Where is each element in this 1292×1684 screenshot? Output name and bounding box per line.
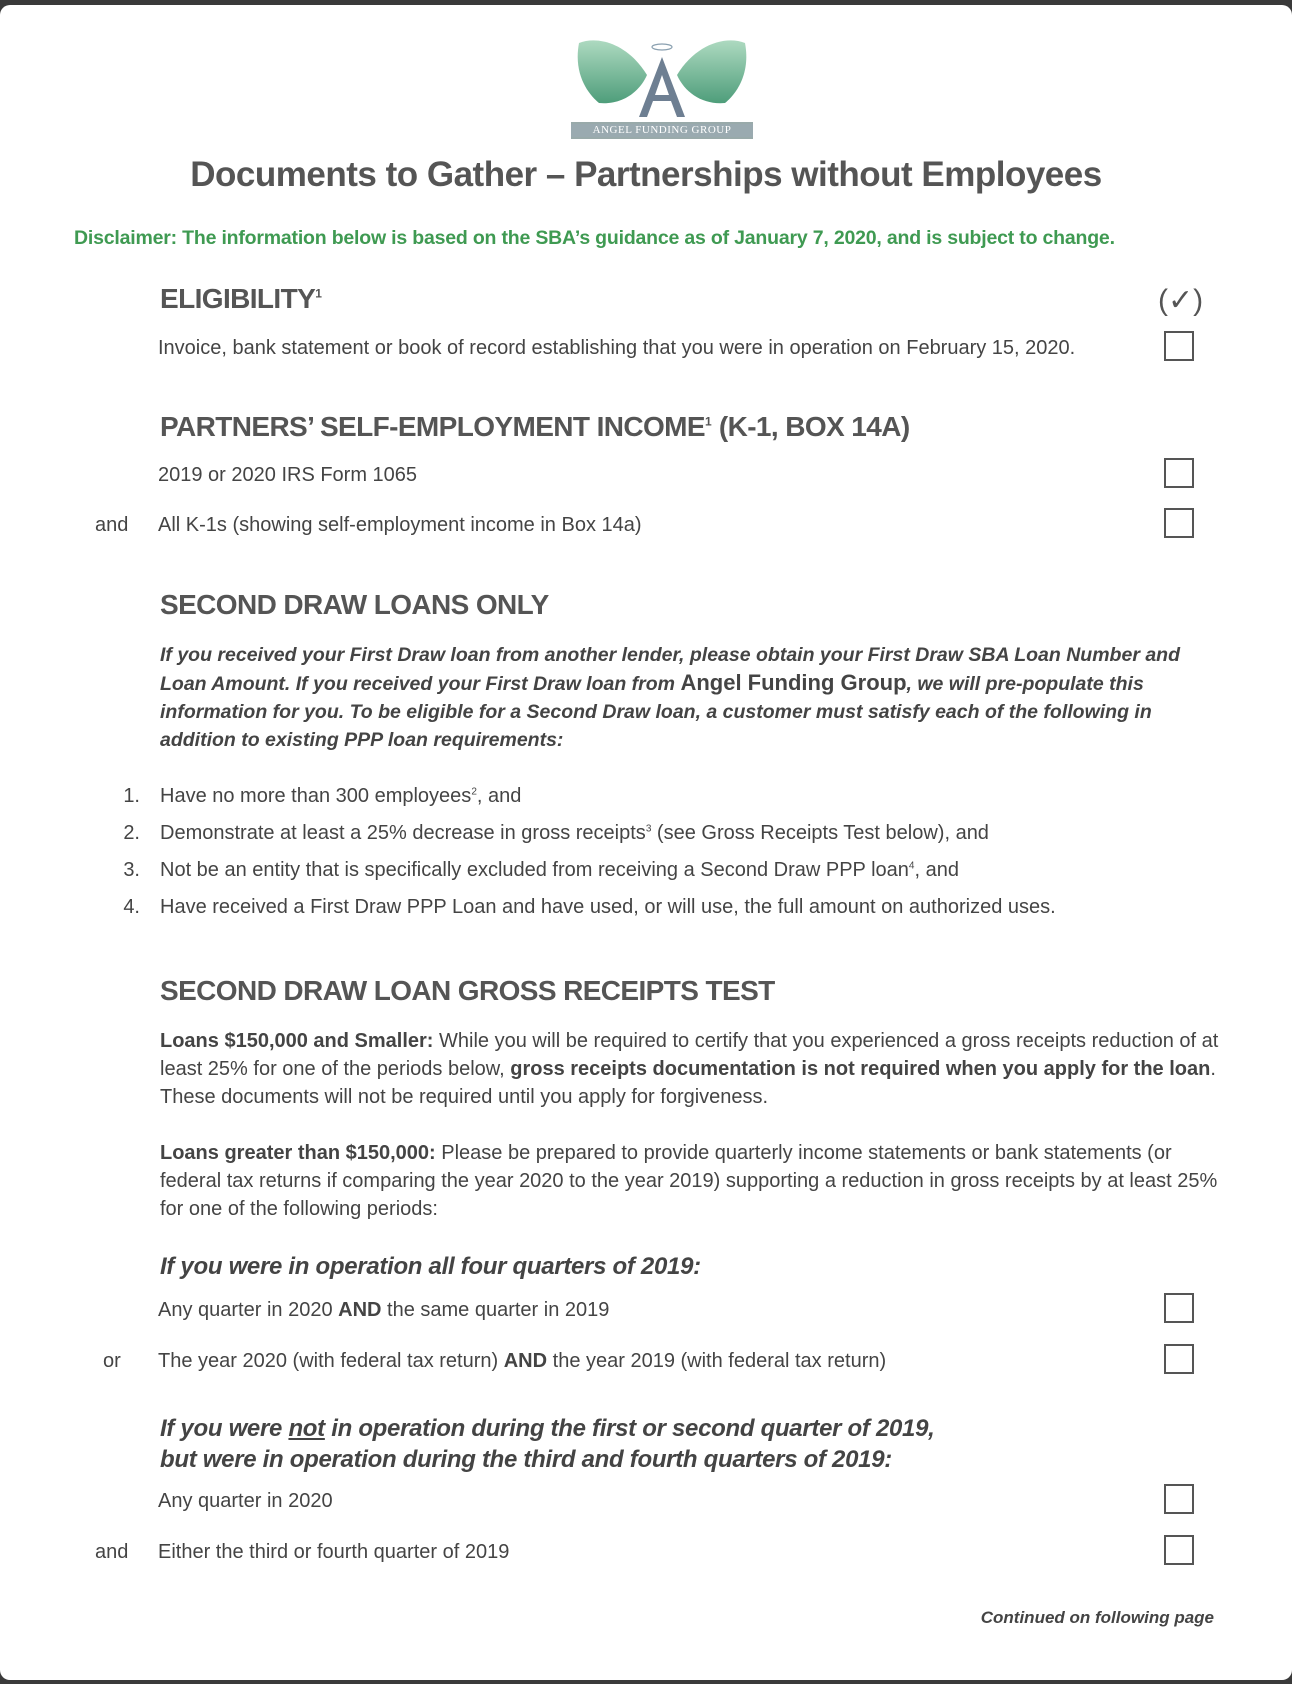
eligibility-checkbox[interactable]: [1164, 331, 1194, 361]
logo-wordmark: ANGEL FUNDING GROUP: [571, 124, 753, 137]
list-number: 2.: [123, 822, 140, 844]
page-title: Documents to Gather – Partnerships without Employees: [190, 155, 1102, 194]
paragraph-text: While you will be required to certify that you experienced a gross receipts reduction of at least 25% for one of the periods below,: [160, 1030, 1219, 1080]
quarter-2020-vs-2019-label: [158, 1299, 609, 1322]
list-number: 3.: [123, 859, 140, 881]
self-employment-heading-suffix: (K-1, BOX 14A): [711, 411, 910, 442]
subheading-text: If you were: [160, 1415, 289, 1442]
form-1065-label: 2019 or 2020 IRS Form 1065: [158, 464, 418, 486]
any-quarter-2020-label: Any quarter in 2020: [158, 1490, 333, 1512]
angel-funding-logo: [569, 35, 755, 141]
list-item-text: , and: [476, 785, 522, 807]
subheading-underlined: not: [288, 1415, 325, 1442]
list-item: [160, 822, 989, 845]
check-column-label: (✓): [1158, 284, 1204, 317]
row-text: the year 2019 (with federal tax return): [547, 1350, 887, 1372]
footnote-marker: 1: [315, 286, 322, 301]
form-1065-checkbox[interactable]: [1164, 458, 1194, 488]
list-item-text: Not be an entity that is specifically excluded from receiving a Second Draw PPP loan: [160, 859, 909, 881]
row-emphasis: AND: [338, 1299, 382, 1321]
paragraph-lead: Loans greater than $150,000:: [160, 1142, 436, 1164]
list-item-text: Demonstrate at least a 25% decrease in gross receipts: [160, 822, 646, 844]
paragraph-text: Please be prepared to provide quarterly income statements or bank statements (or federal tax returns if comparing the year 2020 to the year 2019) supporting a reduction in gross receipts by at least 25% for one of the following periods:: [160, 1142, 1218, 1220]
q3-q4-2019-checkbox[interactable]: [1164, 1535, 1194, 1565]
second-draw-intro: [160, 641, 1190, 754]
disclaimer: Disclaimer: The information below is based on the SBA’s guidance as of January 7, 2020, and is subject to change.: [74, 227, 1115, 249]
footnote-marker: 1: [704, 414, 712, 429]
list-number: 4.: [123, 896, 140, 918]
row-emphasis: AND: [503, 1350, 548, 1372]
intro-text-continued: , we will pre-populate this information for you. To be eligible for a Second Draw loan, a customer must satisfy each of the following in addition to existing PPP loan requirements:: [160, 673, 1152, 751]
eligibility-item-label: Invoice, bank statement or book of record establishing that you were in operation on February 15, 2020.: [158, 337, 1076, 359]
second-draw-heading: SECOND DRAW LOANS ONLY: [160, 589, 549, 620]
list-item-text: Have no more than 300 employees: [160, 785, 472, 807]
conjunction-and: and: [95, 1541, 129, 1563]
footnote-marker: 2: [471, 786, 477, 798]
list-number: 1.: [123, 785, 140, 807]
subheading-text: but were in operation during the third and fourth quarters of 2019:: [160, 1446, 892, 1473]
eligibility-heading: [160, 283, 322, 315]
small-loans-paragraph: [160, 1027, 1220, 1111]
partial-year-subheading: [160, 1413, 935, 1475]
k1-checkbox[interactable]: [1164, 508, 1194, 538]
footnote-marker: 3: [645, 823, 652, 835]
row-text: the same quarter in 2019: [381, 1299, 610, 1321]
year-2020-vs-2019-checkbox[interactable]: [1164, 1344, 1194, 1374]
conjunction-or: or: [103, 1350, 121, 1372]
large-loans-paragraph: [160, 1139, 1220, 1223]
list-item: [160, 785, 521, 808]
continued-note: Continued on following page: [980, 1608, 1214, 1627]
paragraph-emphasis: gross receipts documentation is not required when you apply for the loan: [510, 1058, 1211, 1080]
quarter-2020-vs-2019-checkbox[interactable]: [1164, 1293, 1194, 1323]
list-item: [160, 859, 959, 882]
intro-text: If you received your First Draw loan from another lender, please obtain your First Draw SBA Loan Number and Loan Amount. If you received your First Draw loan from: [160, 644, 1180, 695]
document-page: [0, 5, 1292, 1680]
q3-q4-2019-label: Either the third or fourth quarter of 2019: [158, 1541, 510, 1563]
any-quarter-2020-checkbox[interactable]: [1164, 1484, 1194, 1514]
list-item-text: Have received a First Draw PPP Loan and have used, or will use, the full amount on authorized uses.: [160, 896, 1056, 918]
eligibility-heading-text: ELIGIBILITY: [160, 283, 316, 314]
row-text: The year 2020 (with federal tax return): [158, 1350, 504, 1372]
k1-label: All K-1s (showing self-employment income in Box 14a): [158, 514, 642, 536]
year-2020-vs-2019-label: [158, 1350, 886, 1373]
self-employment-heading: [160, 411, 910, 443]
paragraph-text: . These documents will not be required until you apply for forgiveness.: [160, 1058, 1216, 1108]
conjunction-and: and: [95, 514, 129, 536]
brand-name: Angel Funding Group: [680, 670, 907, 695]
list-item-text: , and: [914, 859, 959, 881]
gross-receipts-heading: SECOND DRAW LOAN GROSS RECEIPTS TEST: [160, 975, 775, 1006]
footnote-marker: 4: [908, 860, 915, 872]
list-item-text: (see Gross Receipts Test below), and: [651, 822, 989, 844]
all-quarters-subheading: If you were in operation all four quarters of 2019:: [160, 1253, 701, 1280]
list-item: [160, 896, 1056, 919]
paragraph-lead: Loans $150,000 and Smaller:: [160, 1030, 434, 1052]
row-text: Any quarter in 2020: [158, 1299, 339, 1321]
self-employment-heading-text: PARTNERS’ SELF-EMPLOYMENT INCOME: [160, 411, 705, 442]
subheading-text: in operation during the first or second quarter of 2019,: [324, 1415, 935, 1442]
